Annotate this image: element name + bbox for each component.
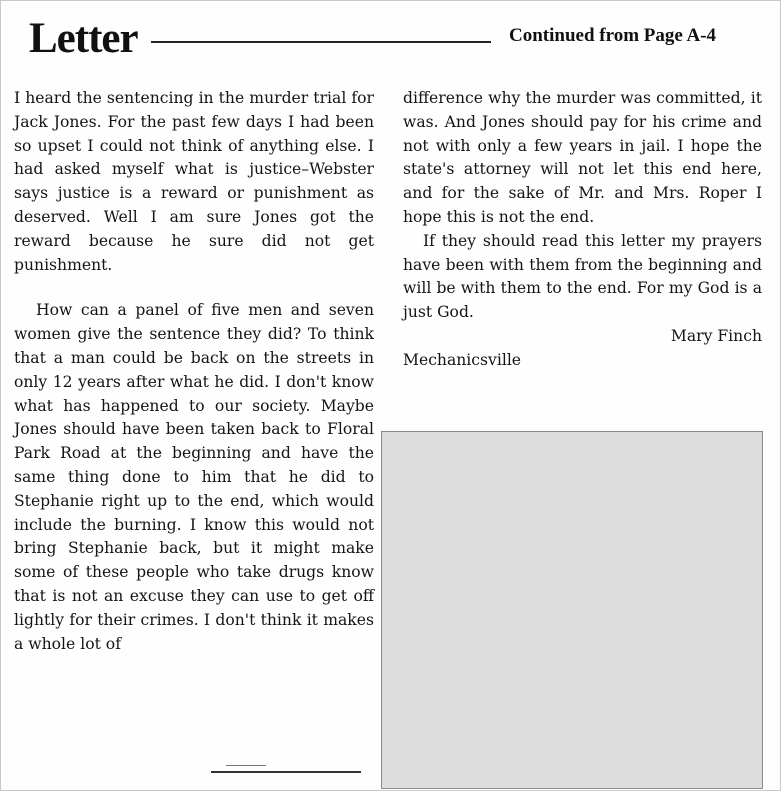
headline: Letter <box>29 15 138 62</box>
right-column <box>403 87 762 373</box>
column-end-rule <box>211 771 361 773</box>
left-paragraph-2: How can a panel of five men and seven women give the sentence they did? To think that a man could be back on the streets in only 12 years after what he did. I don't know what has happened to our society. Maybe Jones should have been taken back to Floral Park Road at the beginning and have the same thing done to him that he did to Stephanie right up to the end, which would include the burning. I know this would not bring Stephanie back, but it might make some of these people who take drugs know that is not an excuse they can use to get off lightly for their crimes. I don't think it makes a whole lot of <box>14 301 374 653</box>
left-column <box>14 87 374 656</box>
author-signature: Mary Finch <box>670 326 762 345</box>
header-rule <box>151 41 491 43</box>
author-location: Mechanicsville <box>403 350 522 369</box>
right-paragraph-2: If they should read this letter my prayers have been with them from the beginning and will be with them to the end. For my God is a just God. <box>403 231 762 322</box>
continued-from-label: Continued from Page A-4 <box>509 25 717 46</box>
column-end-mark <box>226 765 266 766</box>
right-paragraph-1: difference why the murder was committed, it was. And Jones should pay for his crime and not with only a few years in jail. I hope the state's attorney will not let this end here, and for the sake of Mr. and Mrs. Roper I hope this is not the end. <box>403 89 762 226</box>
left-paragraph-1: I heard the sentencing in the murder trial for Jack Jones. For the past few days I had been so upset I could not think of anything else. I had asked myself what is justice–Webster says justice is a reward or punishment as deserved. Well I am sure Jones got the reward because he sure did not get punishment. <box>14 89 374 274</box>
image-placeholder <box>381 431 763 789</box>
